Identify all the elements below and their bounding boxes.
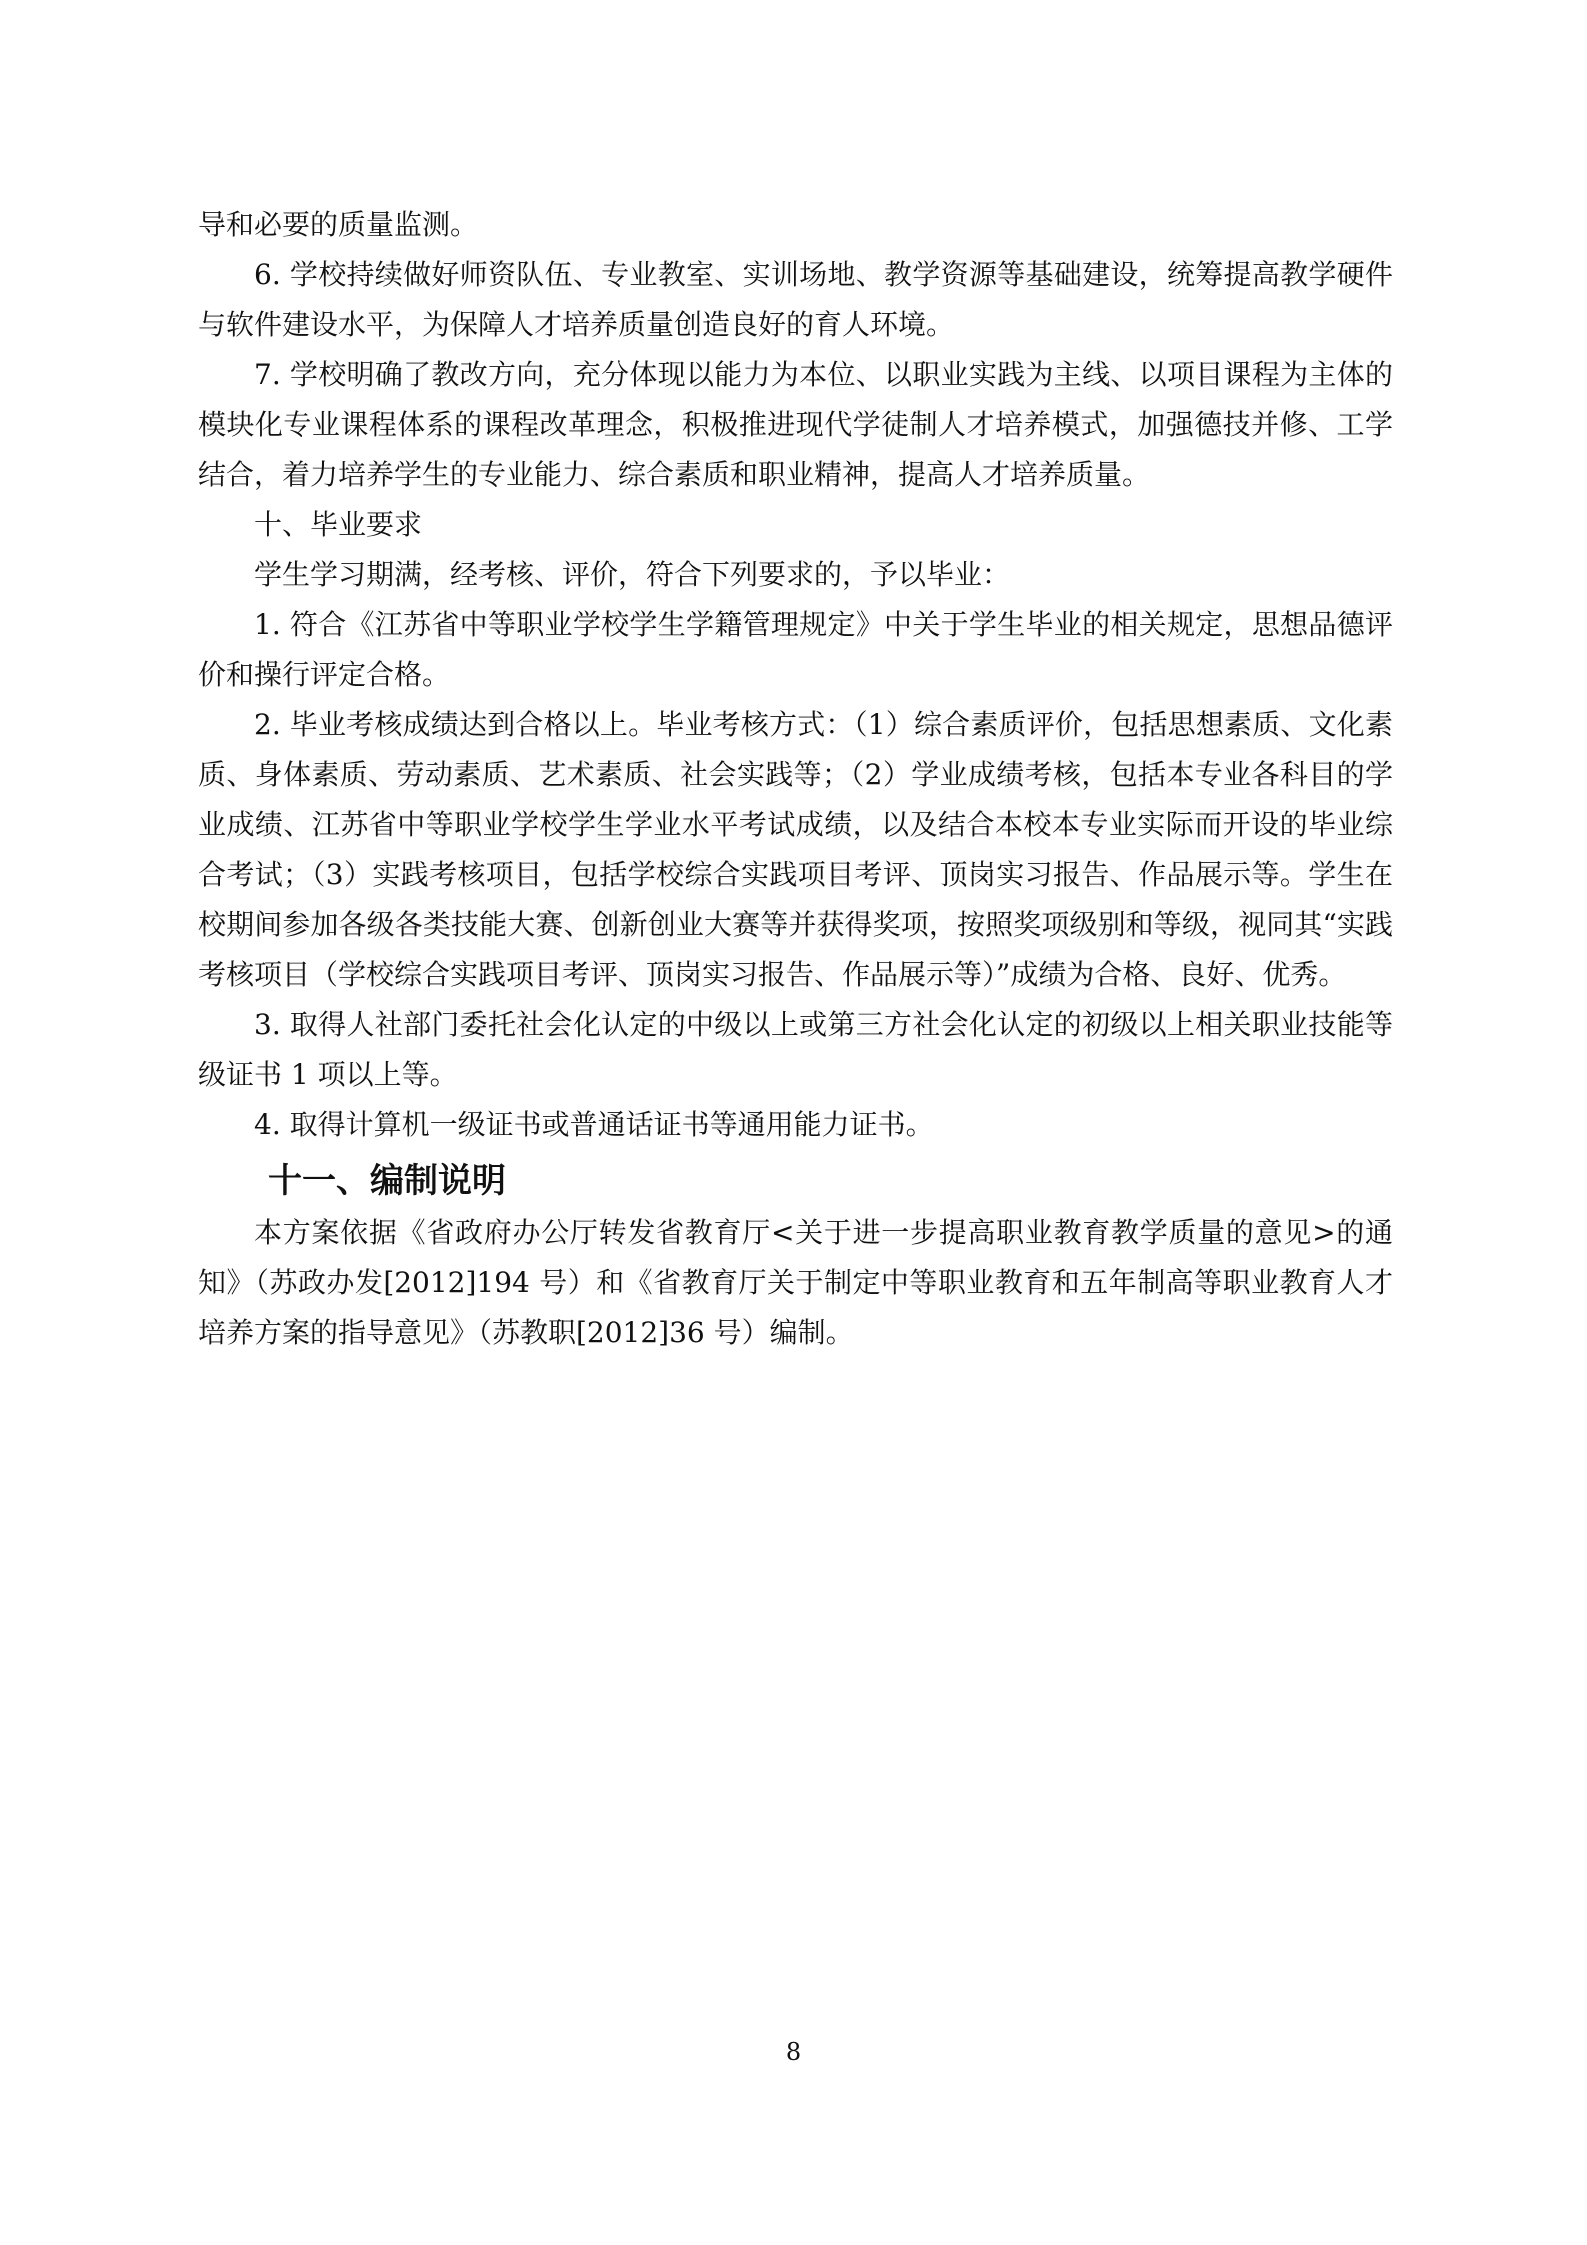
- paragraph-item-7: 7. 学校明确了教改方向，充分体现以能力为本位、以职业实践为主线、以项目课程为主体的模块化专业课程体系的课程改革理念，积极推进现代学徒制人才培养模式，加强德技并修、工学结合，着力培养学生的专业能力、综合素质和职业精神，提高人才培养质量。: [198, 358, 1393, 491]
- paragraph-graduation-intro: 学生学习期满，经考核、评价，符合下列要求的，予以毕业：: [254, 558, 1011, 591]
- paragraph-requirement-1: 1. 符合《江苏省中等职业学校学生学籍管理规定》中关于学生毕业的相关规定，思想品德评价和操行评定合格。: [198, 608, 1393, 691]
- paragraph-requirement-3: 3. 取得人社部门委托社会化认定的中级以上或第三方社会化认定的初级以上相关职业技能等级证书 1 项以上等。: [198, 1008, 1393, 1091]
- page-number: 8: [785, 2038, 802, 2066]
- paragraph-requirement-4: 4. 取得计算机一级证书或普通话证书等通用能力证书。: [254, 1108, 934, 1141]
- paragraph-requirement-2: 2. 毕业考核成绩达到合格以上。毕业考核方式：（1）综合素质评价，包括思想素质、文化素质、身体素质、劳动素质、艺术素质、社会实践等；（2）学业成绩考核，包括本专业各科目的学业成绩、江苏省中等职业学校学生学业水平考试成绩，以及结合本校本专业实际而开设的毕业综合考试；（3）实践考核项目，包括学校综合实践项目考评、顶岗实习报告、作品展示等。学生在校期间参加各级各类技能大赛、创新创业大赛等并获得奖项，按照奖项级别和等级，视同其“实践考核项目（学校综合实践项目考评、顶岗实习报告、作品展示等）”成绩为合格、良好、优秀。: [198, 708, 1393, 991]
- paragraph-compilation-basis: 本方案依据《省政府办公厅转发省教育厅<关于进一步提高职业教育教学质量的意见>的通知》（苏政办发[2012]194 号）和《省教育厅关于制定中等职业教育和五年制高等职业教育人才培养方案的指导意见》（苏教职[2012]36 号）编制。: [198, 1216, 1393, 1349]
- section-heading-compilation-notes: 十一、编制说明: [268, 1161, 506, 1201]
- paragraph-continuation: 导和必要的质量监测。: [198, 208, 479, 241]
- section-heading-graduation-requirements: 十、毕业要求: [254, 508, 423, 541]
- document-body: [198, 200, 1393, 1358]
- paragraph-item-6: 6. 学校持续做好师资队伍、专业教室、实训场地、教学资源等基础建设，统筹提高教学硬件与软件建设水平，为保障人才培养质量创造良好的育人环境。: [198, 258, 1393, 341]
